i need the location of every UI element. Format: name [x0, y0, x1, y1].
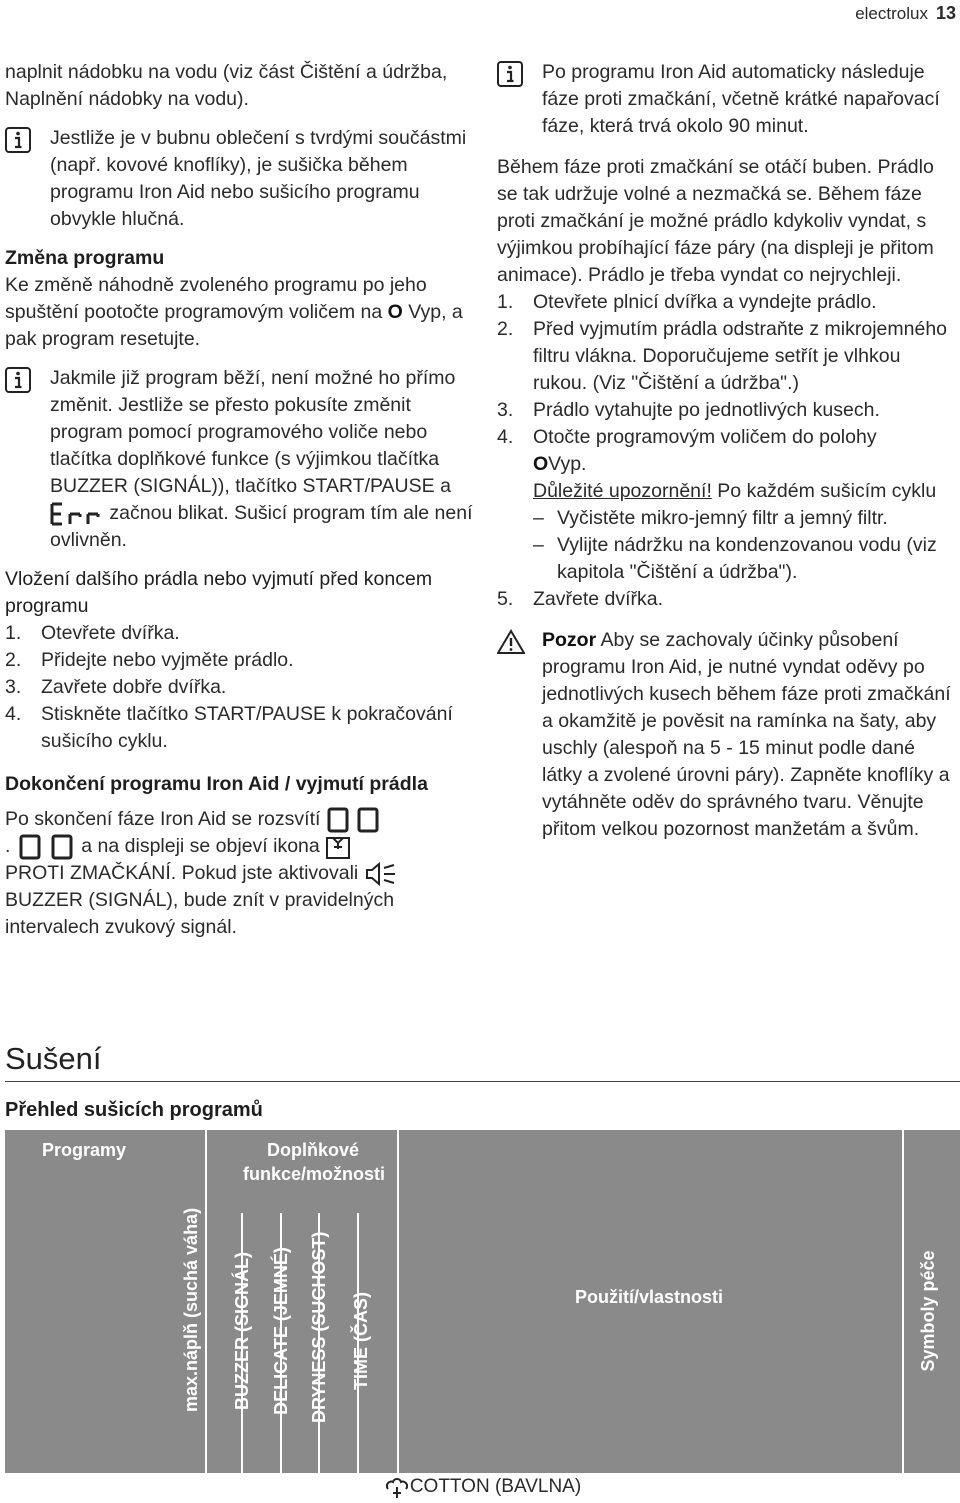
- table-row: [5, 1473, 960, 1503]
- note-text: [50, 365, 475, 554]
- item-text: Zavřete dvířka.: [533, 588, 664, 610]
- paragraph: Během fáze proti zmačkání se otáčí buben. Prádlo se tak udržuje volné a nezmačká se. Během fáze proti zmačkání je možné prádlo kdykoliv vyndat, s výjimkou probíhající fáze páry (na displeji je přitom animace). Prádlo je třeba vyndat co nejrychleji.: [497, 156, 934, 286]
- cotton-icon: [384, 1475, 410, 1499]
- reload-steps: [5, 620, 475, 755]
- divider: [902, 1130, 904, 1473]
- col-options: Doplňkové funkce/možnosti: [243, 1140, 386, 1184]
- item-number: 2.: [497, 318, 514, 340]
- text: .: [5, 835, 11, 857]
- text: Vyp, a pak program resetujte.: [5, 301, 463, 350]
- dash-item: – Vyčistěte mikro-jemný filtr a jemný filtr.: [533, 507, 888, 529]
- buzzer-icon: [364, 862, 398, 886]
- info-note: [5, 125, 475, 233]
- warning-note: [497, 627, 959, 843]
- divider: [5, 1081, 960, 1082]
- text: začnou blikat. Sušicí program tím ale není ovlivněn.: [50, 502, 473, 551]
- col-load: [180, 1207, 228, 1412]
- text: BUZZER (SIGNÁL), bude znít v pravidelných intervalech zvukový signál.: [5, 889, 395, 938]
- warning-icon: [497, 629, 525, 655]
- off-symbol: O: [533, 453, 549, 475]
- item-number: 2.: [5, 649, 22, 671]
- item-number: 4.: [5, 703, 22, 725]
- info-note: [5, 365, 475, 554]
- right-column: [497, 59, 959, 855]
- col-dryness: DRYNESS (SUCHOST): [309, 1231, 329, 1423]
- list-item: [497, 397, 959, 424]
- segment-display-00: [326, 807, 382, 833]
- item-number: 4.: [497, 426, 514, 448]
- list-item: [5, 647, 475, 674]
- col-buzzer: BUZZER (SIGNÁL): [232, 1252, 252, 1410]
- note-text: Po programu Iron Aid automaticky následuje fáze proti zmačkání, včetně krátké napařovací fáze, která trvá okolo 90 minut.: [542, 61, 940, 137]
- remove-steps: [497, 289, 959, 613]
- paragraph: [5, 806, 475, 941]
- text: a na displeji se objeví ikona: [81, 835, 320, 857]
- text: Po každém sušicím cyklu: [717, 480, 937, 502]
- list-item: [497, 424, 959, 478]
- list-item: [5, 701, 475, 755]
- col-time: TIME (ČAS): [351, 1292, 371, 1390]
- off-symbol: O: [387, 301, 403, 323]
- item-text: Prádlo vytahujte po jednotlivých kusech.: [533, 399, 880, 421]
- item-number: 3.: [5, 676, 22, 698]
- info-icon: [497, 61, 523, 87]
- segment-display-00: [16, 834, 76, 860]
- programs-table-header: [5, 1130, 960, 1473]
- info-note: [497, 59, 959, 140]
- page-header: [855, 0, 956, 27]
- text: Po skončení fáze Iron Aid se rozsvítí: [5, 808, 321, 830]
- paragraph: [5, 272, 475, 353]
- col-programs: Programy: [41, 1140, 127, 1160]
- item-number: 1.: [5, 622, 22, 644]
- paragraph: naplnit nádobku na vodu (viz část Čištění a údržba, Naplnění nádobky na vodu).: [5, 61, 448, 110]
- section-heading: Dokončení programu Iron Aid / vyjmutí prádla: [5, 773, 428, 795]
- item-number: 5.: [497, 588, 514, 610]
- col-load-text: max.náplň (suchá váha): [181, 1207, 201, 1412]
- item-text: Zavřete dobře dvířka.: [41, 676, 227, 698]
- text: Jakmile již program běží, není možné ho přímo změnit. Jestliže se přesto pokusíte změnit program pomocí programového voliče nebo tlačítka doplňkové funkce (s výjimkou tlačítka BUZZER (SIGNÁL)), tlačítko START/PAUSE a: [50, 367, 456, 497]
- list-item: [497, 316, 959, 397]
- list-item: [497, 289, 959, 316]
- table-title: Přehled sušicích programů: [5, 1099, 263, 1121]
- segment-display-err: [50, 502, 104, 526]
- left-column: [5, 59, 475, 941]
- item-text: Otevřete dvířka.: [41, 622, 180, 644]
- page-number: 13: [935, 3, 956, 23]
- list-item: [5, 674, 475, 701]
- dash-item: – Vylijte nádržku na kondenzovanou vodu (viz kapitola "Čištění a údržba").: [533, 534, 937, 583]
- note-text: Jestliže je v bubnu oblečení s tvrdými součástmi (např. kovové knoflíky), je sušička během programu Iron Aid nebo sušicího programu obvykle hlučná.: [50, 127, 467, 230]
- text: PROTI ZMAČKÁNÍ. Pokud jste aktivovali: [5, 862, 359, 884]
- important-note: [497, 478, 959, 505]
- info-icon: [5, 367, 31, 393]
- info-icon: [5, 127, 31, 153]
- dash-text: Vylijte nádržku na kondenzovanou vodu (viz kapitola "Čištění a údržba").: [557, 534, 937, 583]
- item-text: Vyp.: [548, 453, 587, 475]
- item-text: Před vyjmutím prádla odstraňte z mikrojemného filtru vlákna. Doporučujeme setřít je vlhkou rukou. (Viz "Čištění a údržba".): [533, 318, 948, 394]
- warning-text: [542, 627, 959, 843]
- item-text: Otočte programovým voličem do polohy: [533, 426, 877, 448]
- program-name: COTTON (BAVLNA): [409, 1476, 582, 1497]
- list-item: [5, 620, 475, 647]
- section-title: Sušení: [5, 1041, 102, 1076]
- important-label: Důležité upozornění!: [533, 480, 712, 502]
- text: Ke změně náhodně zvoleného programu po jeho spuštění pootočte programovým voličem na: [5, 274, 427, 323]
- subheading: Vložení dalšího prádla nebo vyjmutí před koncem programu: [5, 568, 433, 617]
- anti-crease-icon: [325, 834, 351, 860]
- item-text: Přidejte nebo vyjměte prádlo.: [41, 649, 294, 671]
- text: Aby se zachovaly účinky působení programu Iron Aid, je nutné vyndat oděvy po jednotlivých kusech během fáze proti zmačkání a okamžitě je pověsit na ramínka na šaty, aby uschly (alespoň na 5 - 15 minut podle dané látky a zvolené úrovni páry). Zapněte knoflíky a vytáhněte oděv do správného tvaru. Věnujte přitom velkou pozornost manžetám a švům.: [542, 629, 951, 840]
- item-text: Otevřete plnicí dvířka a vyndejte prádlo.: [533, 291, 877, 313]
- col-symbols: Symboly péče: [918, 1250, 938, 1372]
- list-item: [497, 586, 959, 613]
- brand-name: electrolux: [855, 4, 928, 23]
- col-use: Použití/vlastnosti: [574, 1287, 724, 1307]
- section-heading: Změna programu: [5, 247, 165, 269]
- item-text: Stiskněte tlačítko START/PAUSE k pokračování sušicího cyklu.: [41, 703, 453, 752]
- item-number: 1.: [497, 291, 514, 313]
- dash-text: Vyčistěte mikro-jemný filtr a jemný filtr.: [557, 507, 888, 529]
- warning-label: Pozor: [542, 629, 597, 651]
- col-delicate: DELICATE (JEMNÉ): [271, 1247, 291, 1415]
- item-number: 3.: [497, 399, 514, 421]
